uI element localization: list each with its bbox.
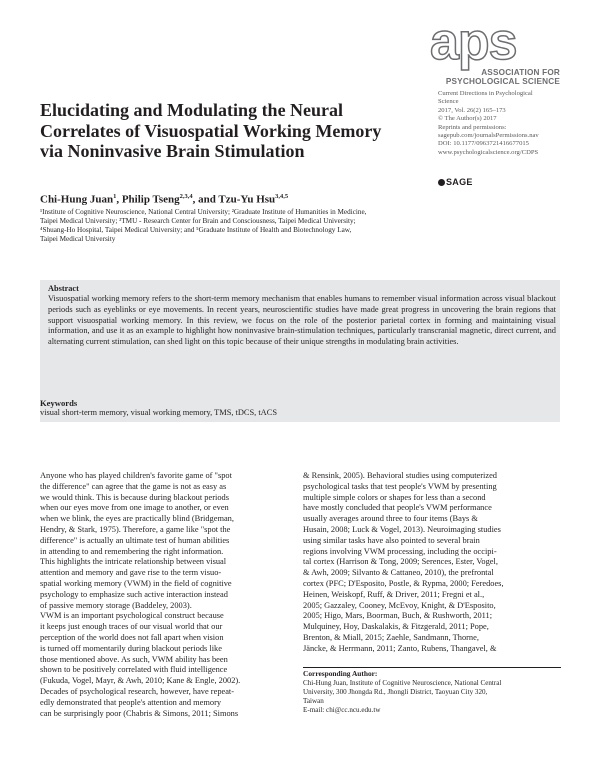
body-line: This highlights the intricate relationship between visual	[40, 557, 227, 567]
body-line: 2005; Higo, Mars, Boorman, Buch, & Rushworth, 2011;	[303, 611, 493, 621]
body-line: psychology to emphasize such active interaction instead	[40, 589, 228, 599]
affiliation-line: Taipei Medical University; ³TMU - Research Center for Brain and Consciousness, Taipei Medical University;	[40, 216, 356, 225]
body-line: & Rensink, 2005). Behavioral studies using computerized	[303, 471, 497, 480]
corresponding-author-line: Chi-Hung Juan, Institute of Cognitive Neuroscience, National Central	[303, 678, 502, 687]
body-line: Jäncke, & Herrmann, 2011; Zanto, Rubens, Thangavel, &	[303, 643, 497, 653]
author-name: Philip Tseng	[121, 193, 180, 206]
author-separator: ,	[116, 193, 122, 206]
body-line: difference" is actually an ultimate test of human abilities	[40, 535, 230, 545]
body-line: Decades of psychological research, however, have repeat-	[40, 686, 235, 696]
body-column-left	[40, 471, 290, 719]
body-line: Heinen, Weiskopf, Ruff, & Driver, 2011; Fregni et al.,	[303, 589, 485, 599]
sage-logo-text: SAGE	[446, 177, 473, 187]
body-line: Mulquiney, Hoy, Daskalakis, & Fitzgerald, 2011; Pope,	[303, 622, 489, 632]
title-line: Correlates of Visuospatial Working Memory	[40, 120, 382, 141]
meta-line: 2017, Vol. 26(2) 165–173	[438, 106, 506, 114]
body-line: tal cortex (Harrison & Tong, 2009; Serences, Ester, Vogel,	[303, 557, 498, 567]
corresponding-author-divider	[303, 667, 561, 668]
body-line: is turned off momentarily during blackout periods like	[40, 643, 222, 653]
aps-logo-subtitle	[432, 68, 560, 86]
author-name: Tzu-Yu Hsu	[218, 193, 276, 206]
affiliation-line: Taipei Medical University	[40, 234, 116, 243]
author-separator: , and	[192, 193, 219, 206]
corresponding-author-line: University, 300 Jhongda Rd., Jhongli District, Taoyuan City 320,	[303, 687, 488, 696]
body-line: those mentioned above. As such, VWM ability has been	[40, 654, 228, 664]
meta-line: www.psychologicalscience.org/CDPS	[438, 148, 539, 156]
meta-line: © The Author(s) 2017	[438, 115, 497, 123]
body-line: have mostly concluded that people's VWM performance	[303, 503, 492, 513]
keywords-heading: Keywords	[40, 398, 78, 408]
body-line: usually averages around three to four items (Bays &	[303, 514, 478, 524]
body-line: VWM is an important psychological construct because	[40, 611, 224, 621]
meta-line: Current Directions in Psychological	[438, 90, 533, 97]
abstract-body: Visuospatial working memory refers to the short-term memory mechanism that enables humans to remember visual information across visual blackout periods such as eyeblinks or eye movements. In recent years, neuroscientific studies have made great progress in uncovering the brain regions that support visuospatial working memory. In this review, we focus on the role of the posterior parietal cortex in forming and maintaining visual information, and use it as an example to highlight how noninvasive brain-stimulation techniques, particularly transcranial magnetic, direct current, and alternating current stimulation, can shed light on this topic because of their unique strengths in modulating brain activities.	[48, 294, 556, 347]
body-line: shown to be positively correlated with fluid intelligence	[40, 665, 228, 675]
journal-metadata	[438, 90, 578, 157]
affiliation-line: ¹Institute of Cognitive Neuroscience, National Central University; ²Graduate Institute of Humanities in Medicine,	[40, 208, 367, 216]
body-line: when our eyes move from one image to another, or even	[40, 503, 229, 513]
body-line: can be surprisingly poor (Chabris & Simons, 2011; Simons	[40, 708, 239, 718]
aps-logo-sub-line: ASSOCIATION FOR	[481, 68, 560, 77]
title-line: Elucidating and Modulating the Neural	[40, 100, 344, 120]
affiliation-line: ⁴Shuang-Ho Hospital, Taipei Medical University; and ⁵Graduate Institute of Health and Biotechnology Law,	[40, 225, 352, 234]
body-line: Anyone who has played children's favorite game of "spot	[40, 471, 232, 480]
body-column-right	[303, 471, 563, 655]
keywords-body: visual short-term memory, visual working memory, TMS, tDCS, tACS	[40, 408, 277, 417]
body-line: psychological tasks that test people's VWM by presenting	[303, 481, 497, 491]
author-affiliation-mark: 1	[113, 193, 117, 200]
author-affiliation-mark: 3,4,5	[275, 193, 289, 200]
author-list	[40, 193, 288, 206]
body-line: of passive memory storage (Baddeley, 2003).	[40, 600, 192, 610]
corresponding-author-line: Taiwan	[303, 696, 324, 705]
corresponding-author	[303, 670, 563, 715]
meta-line: sagepub.com/journalsPermissions.nav	[438, 132, 539, 140]
body-line: multiple simple colors or shapes for less than a second	[303, 492, 486, 502]
body-line: in attending to and remembering the right information.	[40, 546, 224, 556]
body-line: Husain, 2008; Luck & Vogel, 2013). Neuroimaging studies	[303, 524, 501, 534]
body-line: regions involving VWM processing, including the occipi-	[303, 546, 497, 556]
body-line: 2005; Gazzaley, Cooney, McEvoy, Knight, & D'Esposito,	[303, 600, 496, 610]
title-line: via Noninvasive Brain Stimulation	[40, 141, 305, 161]
body-line: Hendry, & Stark, 1975). Therefore, a game like "spot the	[40, 524, 231, 534]
body-line: it keeps just enough traces of our visual world that our	[40, 622, 223, 632]
body-line: spatial working memory (VWM) in the field of cognitive	[40, 578, 232, 588]
body-line: using similar tasks have also pointed to several brain	[303, 535, 480, 545]
body-line: cortex (PFC; D'Esposito, Postle, & Rypma, 2000; Feredoes,	[303, 578, 504, 588]
corresponding-author-email: E-mail: chi@cc.ncu.edu.tw	[303, 705, 381, 714]
body-line: edly demonstrated that people's attention and memory	[40, 697, 222, 707]
meta-line: DOI: 10.1177/0963721416677015	[438, 140, 529, 148]
meta-line: Science	[438, 98, 459, 106]
author-name: Chi-Hung Juan	[40, 193, 114, 206]
meta-line: Reprints and permissions:	[438, 123, 507, 131]
aps-logo-mark: aps	[430, 13, 517, 71]
sage-logo-dot-icon	[438, 179, 445, 186]
body-line: Brenton, & Miall, 2015; Zaehle, Sandmann, Thorne,	[303, 632, 479, 642]
author-affiliation-mark: 2,3,4	[179, 193, 193, 200]
article-title	[40, 100, 420, 162]
body-line: (Fukuda, Vogel, Mayr, & Awh, 2010; Kane & Engle, 2002).	[40, 676, 241, 686]
body-line: we would think. This is because during blackout periods	[40, 492, 229, 502]
aps-logo-sub-line: PSYCHOLOGICAL SCIENCE	[445, 77, 560, 86]
aps-logo	[430, 13, 560, 86]
affiliations	[40, 208, 480, 244]
body-line: attention and memory and gave rise to the term visuo-	[40, 568, 222, 578]
abstract-heading: Abstract	[48, 284, 79, 293]
body-line: perception of the world does not fall apart when vision	[40, 632, 224, 642]
sage-logo	[438, 177, 473, 187]
corresponding-author-heading: Corresponding Author:	[303, 669, 378, 678]
body-line: when we blink, the eyes are practically blind (Bridgeman,	[40, 514, 234, 524]
body-line: the difference" can agree that the game is not as easy as	[40, 481, 227, 491]
body-line: & Awh, 2009; Silvanto & Cattaneo, 2010), the prefrontal	[303, 568, 494, 578]
